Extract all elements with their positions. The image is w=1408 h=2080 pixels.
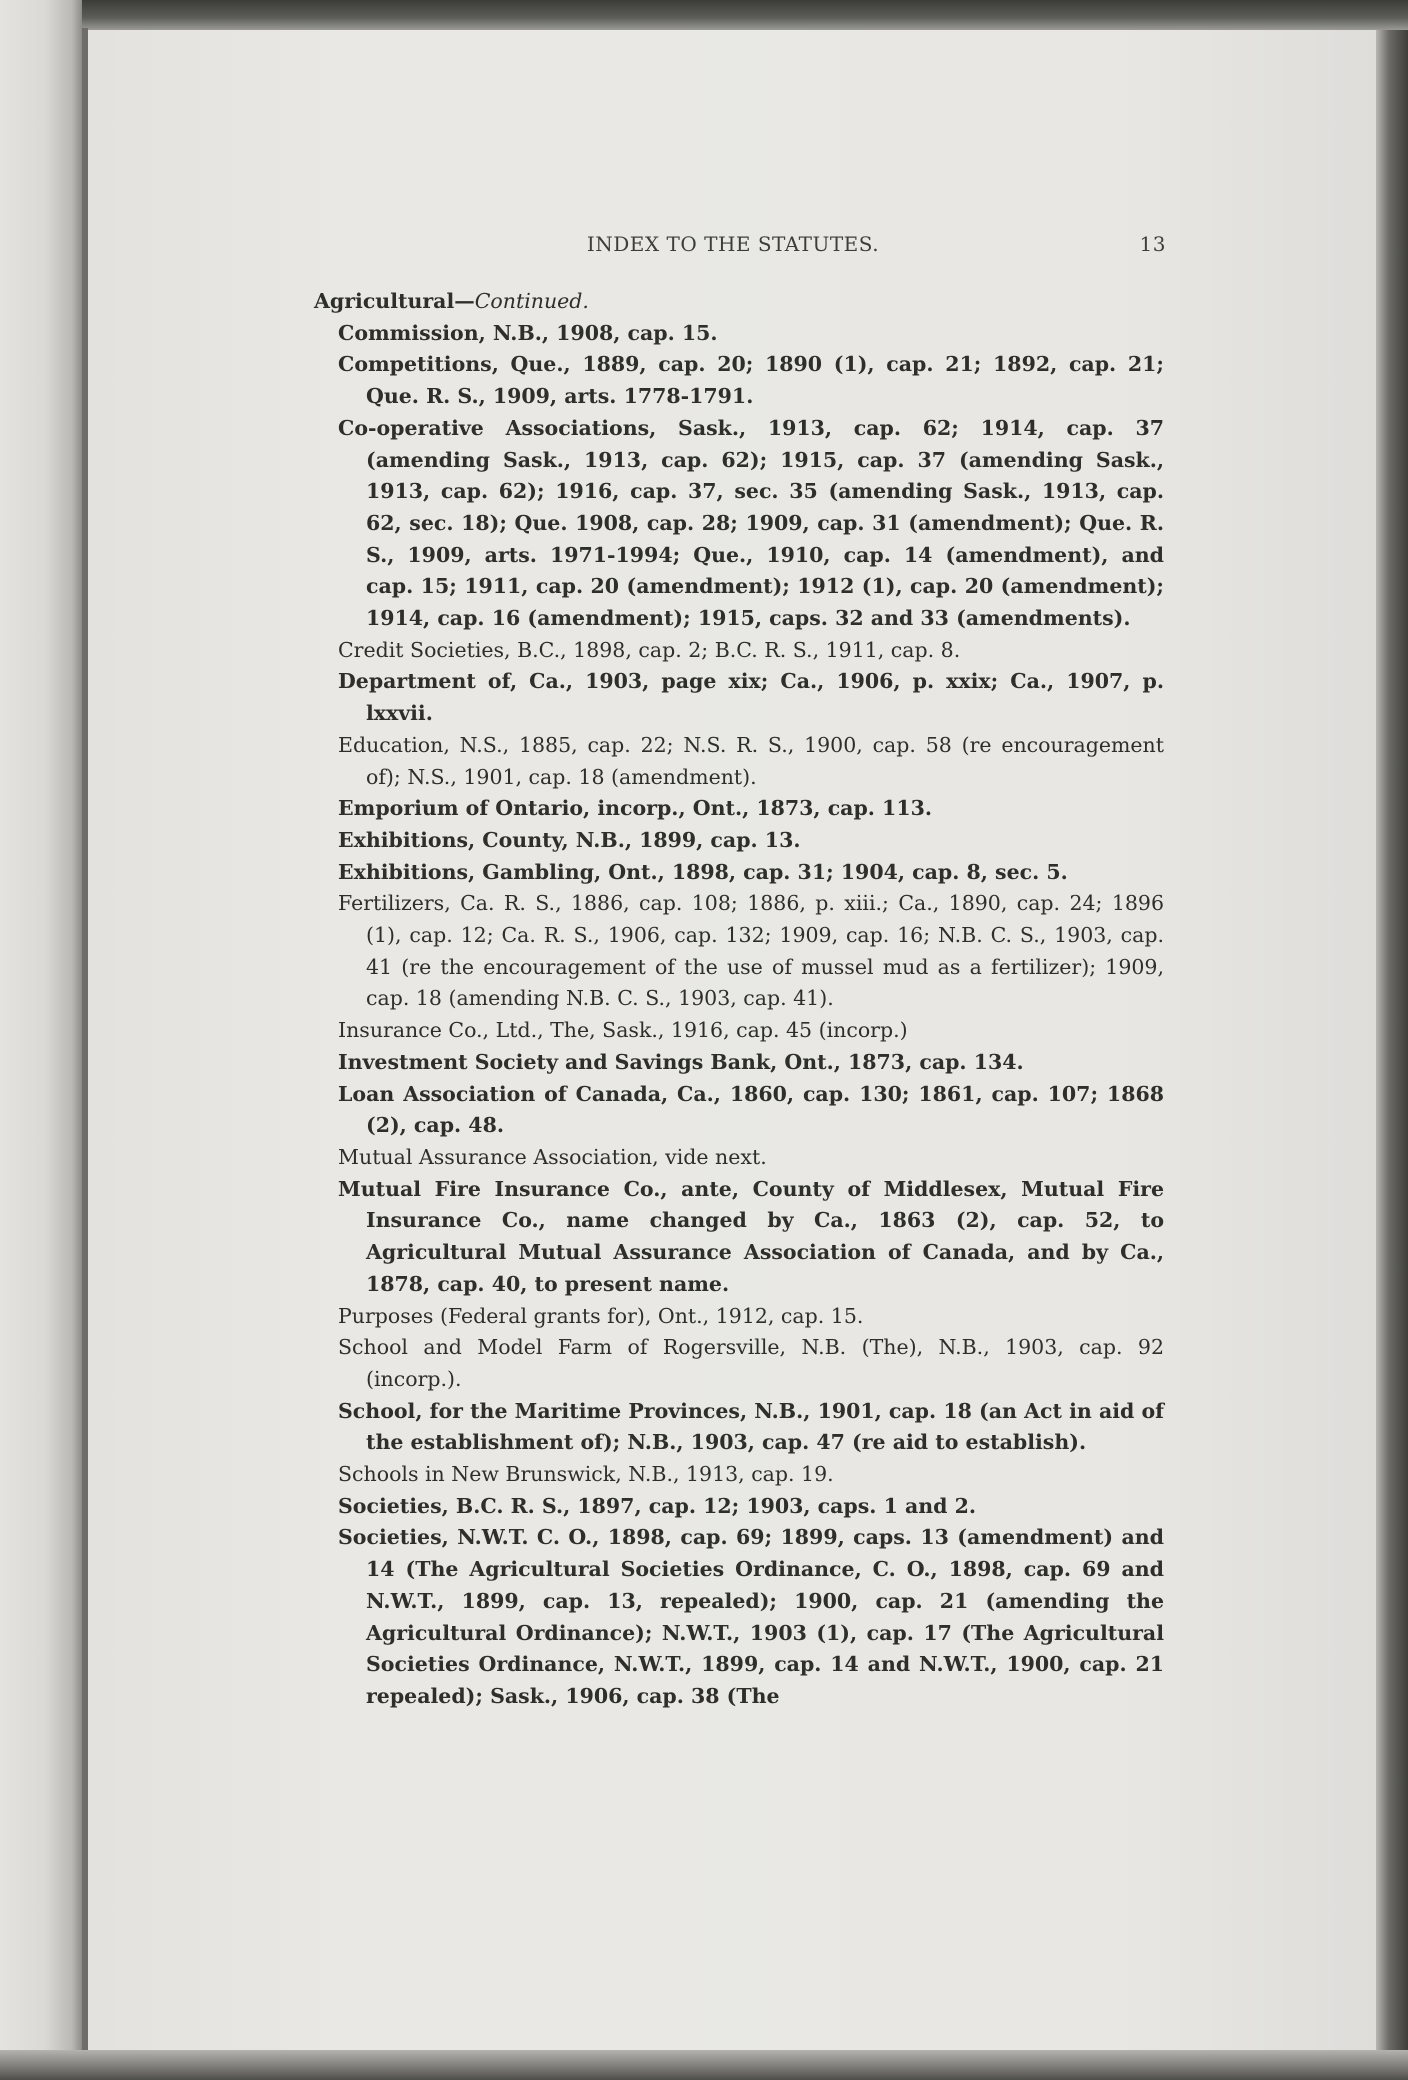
index-entry: Co-operative Associations, Sask., 1913, cap. 62; 1914, cap. 37 (amending Sask., 1913, cap. 62); 1915, cap. 37 (amending Sask., 1913, cap. 62); 1916, cap. 37, sec. 35 (amending Sask., 1913, cap. 62, sec. 18); Que. 1908, cap. 28; 1909, cap. 31 (amendment); Que. R. S., 1909, arts. 1971-1994; Que., 1910, cap. 14 (amendment), and cap. 15; 1911, cap. 20 (amendment); 1912 (1), cap. 20 (amendment); 1914, cap. 16 (amendment); 1915, caps. 32 and 33 (amendments). — [338, 415, 1164, 631]
running-title: INDEX TO THE STATUTES. — [586, 232, 880, 256]
index-heading-continued: Continued. — [474, 289, 589, 313]
index-entry: Schools in New Brunswick, N.B., 1913, cap. 19. — [338, 1462, 834, 1487]
facing-page-edge — [0, 0, 82, 2080]
index-entry: Emporium of Ontario, incorp., Ont., 1873, cap. 113. — [338, 796, 932, 821]
index-entry: Investment Society and Savings Bank, Ont., 1873, cap. 134. — [338, 1049, 1024, 1074]
index-entry: School and Model Farm of Rogersville, N.B. (The), N.B., 1903, cap. 92 (incorp.). — [338, 1335, 1164, 1391]
scan-bottom-border — [0, 2050, 1408, 2080]
index-entry: Exhibitions, Gambling, Ont., 1898, cap. 31; 1904, cap. 8, sec. 5. — [338, 859, 1068, 884]
scan-top-border — [0, 0, 1408, 30]
running-header — [300, 232, 1166, 262]
index-text-block — [314, 286, 1164, 1713]
index-entry: Education, N.S., 1885, cap. 22; N.S. R. S., 1900, cap. 58 (re encouragement of); N.S., 1901, cap. 18 (amendment). — [338, 732, 1164, 789]
index-entry: Exhibitions, County, N.B., 1899, cap. 13. — [338, 827, 801, 852]
index-entry: Societies, B.C. R. S., 1897, cap. 12; 1903, caps. 1 and 2. — [338, 1493, 977, 1518]
index-entry: Credit Societies, B.C., 1898, cap. 2; B.C. R. S., 1911, cap. 8. — [338, 637, 961, 662]
index-entry: Commission, N.B., 1908, cap. 15. — [338, 320, 718, 345]
index-entry: Fertilizers, Ca. R. S., 1886, cap. 108; 1886, p. xiii.; Ca., 1890, cap. 24; 1896 (1), cap. 12; Ca. R. S., 1906, cap. 132; 1909, cap. 16; N.B. C. S., 1903, cap. 41 (re the encouragement of the use of mussel mud as a fertilizer); 1909, cap. 18 (amending N.B. C. S., 1903, cap. 41). — [338, 891, 1164, 1011]
index-entry: Mutual Assurance Association, vide next. — [338, 1144, 767, 1169]
index-heading — [314, 286, 1164, 318]
page-right-edge-shadow — [1376, 30, 1408, 2080]
index-entry: Insurance Co., Ltd., The, Sask., 1916, cap. 45 (incorp.) — [338, 1018, 908, 1043]
index-entry: Societies, N.W.T. C. O., 1898, cap. 69; 1899, caps. 13 (amendment) and 14 (The Agricultural Societies Ordinance, C. O., 1898, cap. 69 and N.W.T., 1899, cap. 13, repealed); 1900, cap. 21 (amending the Agricultural Ordinance); N.W.T., 1903 (1), cap. 17 (The Agricultural Societies Ordinance, N.W.T., 1899, cap. 14 and N.W.T., 1900, cap. 21 repealed); Sask., 1906, cap. 38 (The — [338, 1525, 1164, 1708]
index-entry: Mutual Fire Insurance Co., ante, County of Middlesex, Mutual Fire Insurance Co., name changed by Ca., 1863 (2), cap. 52, to Agricultural Mutual Assurance Association of Canada, and by Ca., 1878, cap. 40, to present name. — [338, 1176, 1164, 1296]
index-entry: Loan Association of Canada, Ca., 1860, cap. 130; 1861, cap. 107; 1868 (2), cap. 48. — [338, 1081, 1164, 1138]
index-entry: School, for the Maritime Provinces, N.B., 1901, cap. 18 (an Act in aid of the establishment of); N.B., 1903, cap. 47 (re aid to establish). — [338, 1398, 1164, 1455]
index-entry: Purposes (Federal grants for), Ont., 1912, cap. 15. — [338, 1303, 864, 1328]
index-entry: Competitions, Que., 1889, cap. 20; 1890 (1), cap. 21; 1892, cap. 21; Que. R. S., 1909, arts. 1778-1791. — [338, 352, 1164, 409]
index-entry: Department of, Ca., 1903, page xix; Ca., 1906, p. xxix; Ca., 1907, p. lxxvii. — [338, 669, 1164, 726]
index-heading-main: Agricultural— — [314, 289, 475, 313]
page-number: 13 — [1139, 232, 1166, 256]
